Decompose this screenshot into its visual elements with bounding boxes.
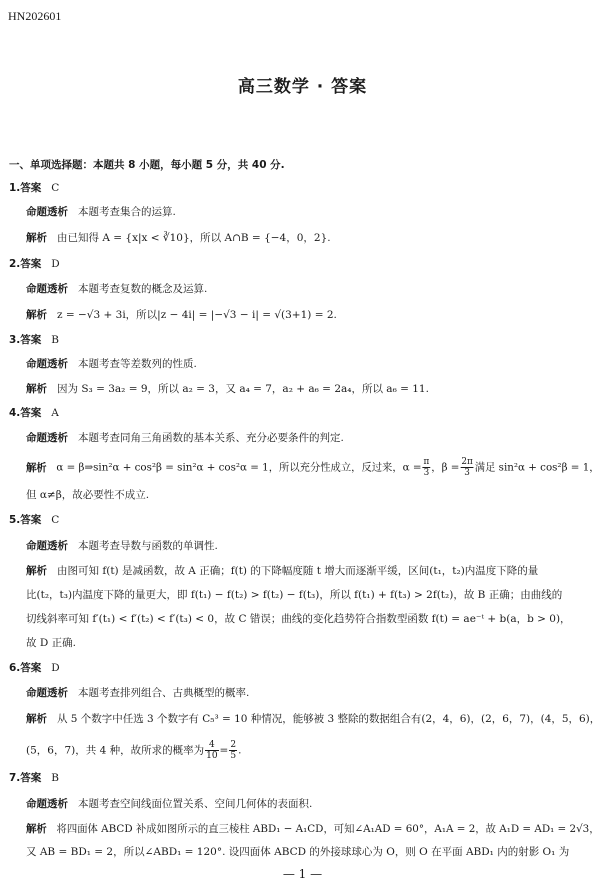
fraction-2pi-over-3: $\frac{2\pi}{3}$ <box>461 457 473 478</box>
q6-answer-line: 6.答案 D <box>9 662 60 674</box>
q7-solution: 解析 将四面体 ABCD 补成如图所示的直三棱柱 ABD₁ − A₁CD，可知∠A₁AD = 60°，A₁A = 2，故 A₁D = AD₁ = 2√3， <box>26 823 600 835</box>
q5-answer-line: 5.答案 C <box>9 514 60 526</box>
fraction-pi-over-3: $\frac{\pi}{3}$ <box>423 457 430 478</box>
q3-solution: 解析 因为 S₃ = 3a₂ = 9，所以 a₂ = 3，又 a₄ = 7，a₂ + a₆ = 2a₄，所以 a₆ = 11. <box>26 383 429 395</box>
q7-answer-line: 7.答案 B <box>9 772 60 784</box>
q2-answer-line: 2.答案 D <box>9 258 60 270</box>
q7-analysis: 命题透析 本题考查空间线面位置关系、空间几何体的表面积. <box>26 798 313 810</box>
document-code: HN202601 <box>8 9 62 23</box>
q6-analysis: 命题透析 本题考查排列组合、古典概型的概率. <box>26 687 250 699</box>
q5-solution-line3: 切线斜率可知 f′(t₁) < f′(t₂) < f′(t₃) < 0，故 C 错误；曲线的变化趋势符合指数型函数 f(t) = ae⁻ᵗ + b(a，b > 0)， <box>26 613 571 625</box>
q5-solution-line4: 故 D 正确. <box>26 637 76 649</box>
fraction-2-over-5: $\frac{2}{5}$ <box>230 740 237 761</box>
q2-analysis: 命题透析 本题考查复数的概念及运算. <box>26 283 208 295</box>
page-number: — 1 — <box>282 867 323 881</box>
q1-answer-line: 1.答案 C <box>9 182 60 194</box>
q5-analysis: 命题透析 本题考查导数与函数的单调性. <box>26 540 218 552</box>
q4-solution: 解析 α = β⇒sin²α + cos²β = sin²α + cos²α = 1，所以充分性成立，反过来，α = $\frac{\pi}{3}$ ，β = $\frac{2\pi}{3}$ 满足 sin²α + cos²β = 1， <box>26 457 600 478</box>
q3-answer-line: 3.答案 B <box>9 334 60 346</box>
q7-solution-line2: 又 AB = BD₁ = 2，所以∠ABD₁ = 120°. 设四面体 ABCD 的外接球球心为 O，则 O 在平面 ABD₁ 内的射影 O₁ 为 <box>26 846 570 858</box>
fraction-4-over-10: $\frac{4}{10}$ <box>206 740 218 761</box>
section-heading: 一、单项选择题：本题共 8 小题，每小题 5 分，共 40 分. <box>9 159 285 171</box>
q2-solution: 解析 z = −√3 + 3i，所以|z − 4i| = |−√3 − i| = √(3+1) = 2. <box>26 309 337 321</box>
q3-analysis: 命题透析 本题考查等差数列的性质. <box>26 358 197 370</box>
q6-solution: 解析 从 5 个数字中任选 3 个数字有 C₅³ = 10 种情况，能够被 3 整除的数据组合有(2，4，6)，(2，6，7)，(4，5，6)， <box>26 713 601 725</box>
q6-solution-line2: (5，6，7)，共 4 种，故所求的概率为 $\frac{4}{10}$ = $\frac{2}{5}$ . <box>26 740 242 761</box>
q4-solution-cont: 但 α≠β，故必要性不成立. <box>26 489 150 501</box>
q5-solution: 解析 由图可知 f(t) 是减函数，故 A 正确；f(t) 的下降幅度随 t 增大而逐渐平缓，区间(t₁，t₂)内温度下降的量 <box>26 565 539 577</box>
q1-analysis: 命题透析 本题考查集合的运算. <box>26 206 176 218</box>
q5-solution-line2: 比(t₂，t₃)内温度下降的量更大，即 f(t₁) − f(t₂) > f(t₂) − f(t₃)，所以 f(t₁) + f(t₃) > 2f(t₂)，故 B 正确；由曲线的 <box>26 589 563 601</box>
page-title: 高三数学 · 答案 <box>237 77 368 97</box>
q1-solution: 解析 由已知得 A = {x|x < ∛10}，所以 A∩B = {−4，0，2}. <box>26 232 331 244</box>
q4-answer-line: 4.答案 A <box>9 407 59 419</box>
q4-analysis: 命题透析 本题考查同角三角函数的基本关系、充分必要条件的判定. <box>26 432 344 444</box>
